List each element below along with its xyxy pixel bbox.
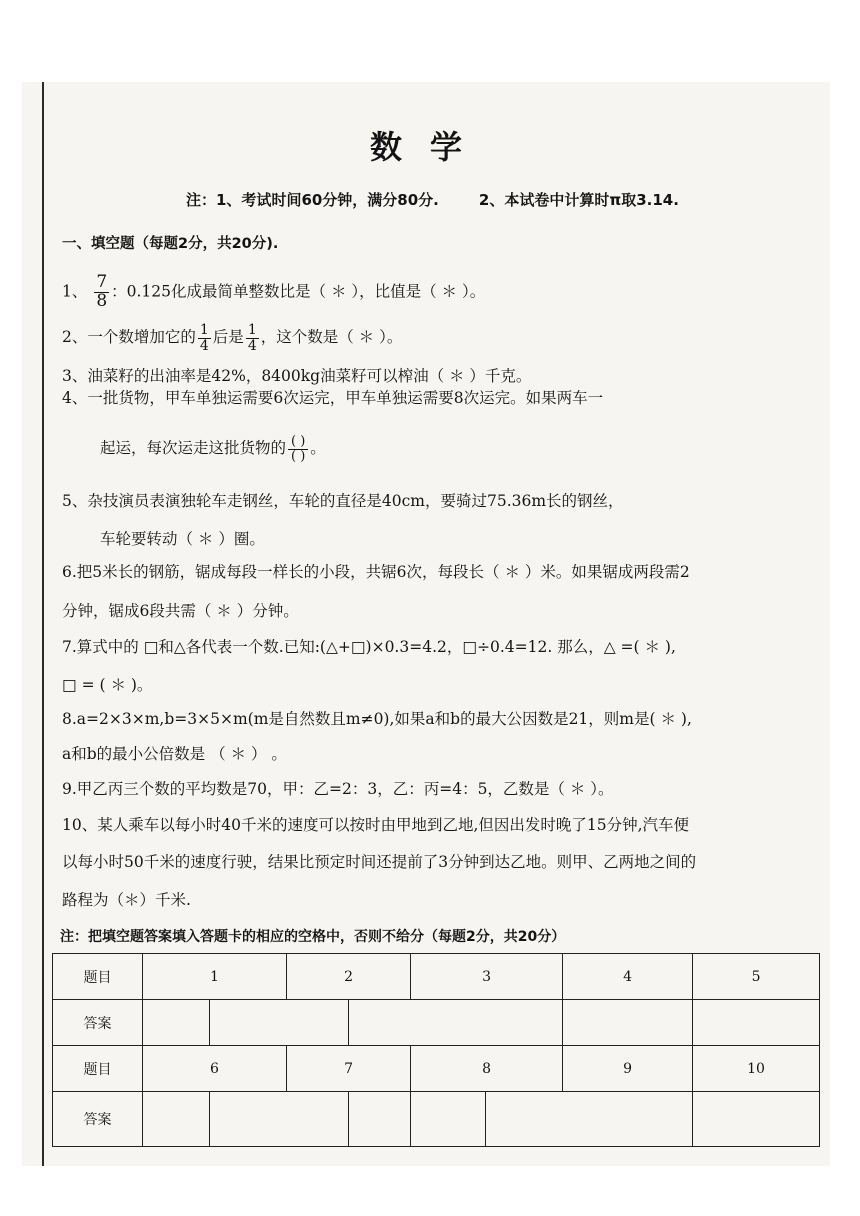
answer-cell[interactable] (349, 1092, 411, 1147)
blank-numerator: ( ) (288, 435, 308, 450)
answer-cell[interactable] (693, 1092, 820, 1147)
question-7-line-2: □ = ( ＊ )。 (62, 676, 153, 694)
question-10-line-1: 10、某人乘车以每小时40千米的速度可以按时由甲地到乙地,但因出发时晚了15分钟,汽车便 (62, 816, 690, 834)
question-4-text-post: 。 (310, 439, 326, 458)
section-heading-fill-blank: 一、填空题（每题2分，共20分). (62, 236, 279, 252)
table-row-answers-6-10 (53, 1092, 820, 1147)
note-part-2: 2、本试卷中计算时π取3.14. (478, 191, 679, 209)
question-5-line-2: 车轮要转动（ ＊ ）圈。 (100, 530, 265, 548)
question-8-line-1: 8.a=2×3×m,b=3×5×m(m是自然数且m≠0),如果a和b的最大公因数是21，则m是( ＊ ), (62, 710, 692, 728)
question-number-cell: 8 (411, 1046, 563, 1092)
table-row-questions-1-5 (53, 954, 820, 1000)
question-3: 3、油菜籽的出油率是42%，8400kg油菜籽可以榨油（ ＊ ）千克。 (62, 367, 532, 385)
row-label-question: 题目 (53, 1046, 143, 1092)
fraction-one-quarter-a (198, 323, 211, 353)
question-10-line-2: 以每小时50千米的速度行驶，结果比预定时间还提前了3分钟到达乙地。则甲、乙两地之间的 (62, 853, 697, 871)
fraction-numerator: 7 (96, 272, 108, 292)
row-label-answer: 答案 (53, 1000, 143, 1046)
question-4-line-2 (100, 435, 326, 463)
question-1-number: 1、 (62, 282, 88, 301)
question-9: 9.甲乙丙三个数的平均数是70，甲：乙=2：3，乙：丙=4：5，乙数是（ ＊ ）。 (62, 780, 614, 798)
answer-cell[interactable] (349, 1000, 563, 1046)
question-2-text-pre: 2、一个数增加它的 (62, 328, 196, 347)
question-1-text: ：0.125化成最简单整数比是（ ＊ ），比值是（ ＊ ）。 (111, 282, 486, 301)
fraction-numerator: 1 (199, 322, 209, 338)
answer-cell[interactable] (143, 1092, 210, 1147)
blank-fraction (288, 435, 308, 463)
answer-cell[interactable] (486, 1092, 693, 1147)
fraction-denominator: 8 (96, 290, 108, 311)
question-number-cell: 5 (693, 954, 820, 1000)
question-number-cell: 6 (143, 1046, 287, 1092)
question-number-cell: 10 (693, 1046, 820, 1092)
question-8-line-2: a和b的最小公倍数是 （ ＊ ） 。 (62, 745, 287, 763)
answer-sheet-note: 注：把填空题答案填入答题卡的相应的空格中，否则不给分（每题2分，共20分） (60, 929, 566, 945)
fraction-numerator: 1 (247, 322, 257, 338)
answer-table (52, 953, 820, 1147)
question-number-cell: 7 (287, 1046, 411, 1092)
note-part-1: 注：1、考试时间60分钟，满分80分. (186, 191, 439, 209)
table-row-questions-6-10 (53, 1046, 820, 1092)
question-number-cell: 9 (563, 1046, 693, 1092)
page-title: 数学 (369, 128, 490, 166)
question-10-line-3: 路程为（＊）千米. (62, 891, 191, 909)
question-5-line-1: 5、杂技演员表演独轮车走钢丝，车轮的直径是40cm，要骑过75.36m长的钢丝， (62, 492, 624, 510)
answer-cell[interactable] (411, 1092, 486, 1147)
table-row-answers-1-5 (53, 1000, 820, 1046)
row-label-answer: 答案 (53, 1092, 143, 1147)
answer-cell[interactable] (210, 1000, 349, 1046)
answer-cell[interactable] (210, 1092, 349, 1147)
question-6-line-1: 6.把5米长的钢筋，锯成每段一样长的小段，共锯6次，每段长（ ＊ ）米。如果锯成两段需2 (62, 563, 690, 581)
question-number-cell: 3 (411, 954, 563, 1000)
question-7-line-1: 7.算式中的 □和△各代表一个数.已知:(△+□)×0.3=4.2，□÷0.4=12. 那么，△ =( ＊ ), (62, 638, 676, 656)
question-4-text-pre: 起运，每次运走这批货物的 (100, 439, 287, 458)
question-1 (62, 274, 485, 311)
fraction-denominator: 4 (247, 337, 257, 354)
row-label-question: 题目 (53, 954, 143, 1000)
answer-cell[interactable] (143, 1000, 210, 1046)
question-2-text-post: ，这个数是（ ＊ ）。 (260, 328, 403, 347)
answer-cell[interactable] (563, 1000, 693, 1046)
question-4-line-1: 4、一批货物，甲车单独运需要6次运完，甲车单独运需要8次运完。如果两车一 (62, 389, 604, 407)
question-number-cell: 2 (287, 954, 411, 1000)
question-2 (62, 323, 402, 353)
fraction-7-8 (94, 274, 109, 311)
question-number-cell: 1 (143, 954, 287, 1000)
fraction-denominator: 4 (199, 337, 209, 354)
exam-notes (186, 189, 679, 210)
answer-cell[interactable] (693, 1000, 820, 1046)
question-number-cell: 4 (563, 954, 693, 1000)
question-6-line-2: 分钟，锯成6段共需（ ＊ ）分钟。 (62, 602, 299, 620)
blank-denominator: ( ) (291, 448, 306, 464)
question-2-text-mid: 后是 (212, 328, 244, 347)
binding-margin-line (42, 82, 44, 1166)
fraction-one-quarter-b (246, 323, 259, 353)
